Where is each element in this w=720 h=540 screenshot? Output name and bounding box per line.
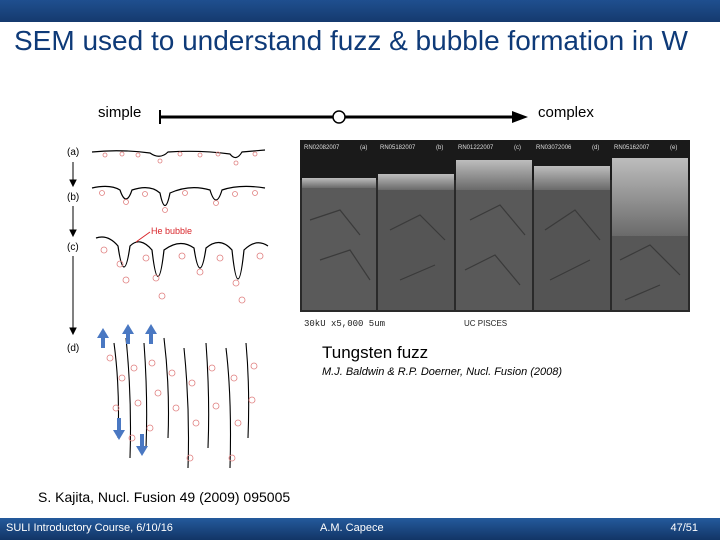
bubbles-stage-d: [107, 355, 257, 461]
surface-stage-a: [92, 150, 265, 158]
sem-facility-text: UC PISCES: [464, 319, 508, 328]
sem-micrograph: [300, 140, 690, 336]
citation: S. Kajita, Nucl. Fusion 49 (2009) 095005: [38, 489, 291, 505]
fuzz-tendrils-stage-d: [114, 338, 249, 468]
sem-panel-a: [302, 180, 376, 310]
stage-label-b: (b): [67, 192, 80, 203]
footer-bar: [0, 518, 720, 540]
stage-label-a: (a): [67, 147, 80, 158]
footer-page-number: 47/51: [670, 522, 698, 534]
he-bubble-label: He bubble: [151, 226, 193, 236]
sem-panel-id-a: RN02082007: [304, 145, 340, 151]
sem-panel-id-c: RN01222007: [458, 145, 494, 151]
figure-reference: M.J. Baldwin & R.P. Doerner, Nucl. Fusion (2008): [322, 366, 563, 378]
footer-course: SULI Introductory Course, 6/10/16: [6, 522, 173, 534]
scale-label-complex: complex: [538, 104, 594, 121]
sem-panel-id-e: RN05162007: [614, 145, 650, 151]
top-bar: [0, 0, 720, 22]
scale-arrowhead-right: [512, 111, 528, 123]
sem-panel-letter-b: (b): [436, 145, 444, 151]
sem-panel-id-b: RN05182007: [380, 145, 416, 151]
complexity-scale-arrow: [150, 106, 540, 128]
surface-stage-b: [92, 186, 265, 205]
he-bubble-pointer: [136, 232, 150, 242]
bubble-formation-diagram: [60, 138, 280, 493]
sem-panel-letter-a: (a): [360, 145, 368, 151]
sem-panel-d: [534, 174, 610, 310]
sem-panel-id-d: RN03072006: [536, 145, 572, 151]
sem-panel-letter-c: (c): [514, 145, 521, 151]
scale-marker-circle: [333, 111, 345, 123]
footer-author: A.M. Capece: [320, 522, 384, 534]
scale-label-simple: simple: [98, 104, 142, 121]
bubbles-stage-a: [103, 152, 257, 165]
bubbles-stage-b: [100, 191, 258, 213]
stage-label-c: (c): [67, 242, 79, 253]
figure-caption: Tungsten fuzz: [322, 343, 429, 362]
sem-micrograph-svg: [300, 140, 690, 336]
sem-panel-letter-e: (e): [670, 145, 678, 151]
bubbles-stage-c: [101, 247, 263, 303]
slide-title: SEM used to understand fuzz & bubble formation in W: [14, 25, 688, 56]
sem-panel-letter-d: (d): [592, 145, 600, 151]
sem-panel-b: [378, 178, 454, 310]
sem-scale-text: 30kU x5,000 5um: [304, 319, 386, 329]
stage-label-d: (d): [67, 343, 80, 354]
surface-stage-c: [96, 237, 268, 279]
